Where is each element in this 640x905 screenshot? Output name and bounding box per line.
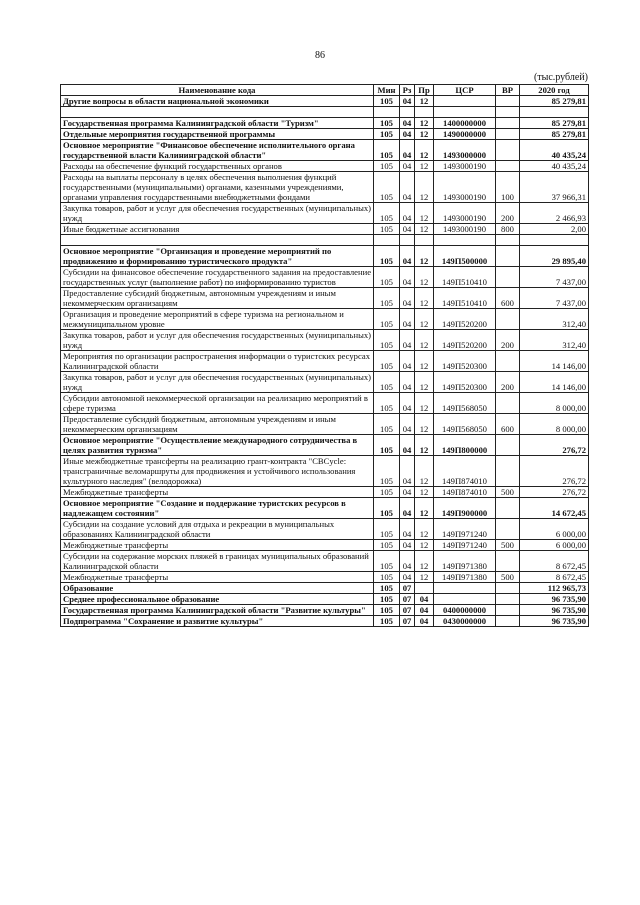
cell-vr [496, 498, 520, 519]
cell-rz: 04 [400, 551, 415, 572]
cell-amount: 40 435,24 [520, 140, 589, 161]
cell-pr: 12 [415, 540, 434, 551]
header-rz: Рз [400, 85, 415, 96]
cell-name: Мероприятия по организации распространения информации о туристских ресурсах Калининградской области [61, 351, 374, 372]
cell-rz: 04 [400, 330, 415, 351]
cell-rz: 04 [400, 572, 415, 583]
cell-vr: 600 [496, 414, 520, 435]
cell-amount: 40 435,24 [520, 161, 589, 172]
cell-name: Среднее профессиональное образование [61, 594, 374, 605]
cell-amount: 7 437,00 [520, 267, 589, 288]
cell-rz: 04 [400, 224, 415, 235]
budget-table [60, 84, 589, 627]
cell-amount: 85 279,81 [520, 118, 589, 129]
cell-vr [496, 435, 520, 456]
table-row [61, 351, 589, 372]
table-row [61, 129, 589, 140]
cell-pr [415, 583, 434, 594]
cell-csr [434, 594, 496, 605]
cell-min: 105 [374, 246, 400, 267]
cell-vr [496, 107, 520, 118]
table-row [61, 498, 589, 519]
table-row [61, 267, 589, 288]
cell-rz: 04 [400, 118, 415, 129]
cell-rz: 04 [400, 540, 415, 551]
cell-csr: 149П520200 [434, 330, 496, 351]
cell-min: 105 [374, 616, 400, 627]
cell-min: 105 [374, 435, 400, 456]
cell-amount: 85 279,81 [520, 129, 589, 140]
cell-rz: 07 [400, 583, 415, 594]
cell-amount: 96 735,90 [520, 605, 589, 616]
cell-csr [434, 96, 496, 107]
table-row [61, 487, 589, 498]
cell-vr [496, 309, 520, 330]
cell-csr: 149П520300 [434, 351, 496, 372]
table-row [61, 172, 589, 203]
cell-csr: 149П520300 [434, 372, 496, 393]
cell-pr: 12 [415, 551, 434, 572]
cell-vr [496, 161, 520, 172]
cell-rz: 04 [400, 172, 415, 203]
cell-rz: 04 [400, 456, 415, 487]
cell-name: Межбюджетные трансферты [61, 540, 374, 551]
cell-rz: 04 [400, 519, 415, 540]
table-row [61, 372, 589, 393]
cell-vr: 500 [496, 487, 520, 498]
cell-vr [496, 456, 520, 487]
cell-pr: 12 [415, 161, 434, 172]
cell-vr [496, 393, 520, 414]
cell-amount: 2,00 [520, 224, 589, 235]
cell-csr: 149П971380 [434, 551, 496, 572]
cell-csr: 149П971240 [434, 519, 496, 540]
table-row [61, 140, 589, 161]
cell-min [374, 107, 400, 118]
cell-pr: 12 [415, 288, 434, 309]
cell-name: Подпрограмма "Сохранение и развитие культуры" [61, 616, 374, 627]
table-row [61, 414, 589, 435]
cell-amount: 6 000,00 [520, 519, 589, 540]
cell-vr [496, 551, 520, 572]
cell-csr: 1493000190 [434, 224, 496, 235]
cell-amount: 312,40 [520, 330, 589, 351]
table-row [61, 519, 589, 540]
cell-rz: 04 [400, 435, 415, 456]
cell-amount: 312,40 [520, 309, 589, 330]
cell-amount: 29 895,40 [520, 246, 589, 267]
cell-vr [496, 140, 520, 161]
cell-vr [496, 594, 520, 605]
cell-pr: 12 [415, 519, 434, 540]
cell-name: Государственная программа Калининградской области "Туризм" [61, 118, 374, 129]
cell-name: Субсидии на финансовое обеспечение государственного задания на предоставление государственных услуг (выполнение работ) по информированию туристов [61, 267, 374, 288]
cell-pr: 12 [415, 96, 434, 107]
cell-pr [415, 235, 434, 246]
cell-csr: 149П568050 [434, 393, 496, 414]
cell-min: 105 [374, 309, 400, 330]
cell-name: Субсидии на содержание морских пляжей в границах муниципальных образований Калининградской области [61, 551, 374, 572]
cell-min: 105 [374, 583, 400, 594]
table-row [61, 572, 589, 583]
cell-name: Основное мероприятие "Финансовое обеспечение исполнительного органа государственной власти Калининградской области" [61, 140, 374, 161]
cell-pr: 12 [415, 435, 434, 456]
cell-pr: 12 [415, 140, 434, 161]
cell-rz: 04 [400, 267, 415, 288]
cell-amount: 276,72 [520, 456, 589, 487]
cell-name: Образование [61, 583, 374, 594]
cell-amount: 112 965,73 [520, 583, 589, 594]
cell-pr: 12 [415, 498, 434, 519]
table-row [61, 161, 589, 172]
spacer-row [61, 235, 589, 246]
cell-amount: 7 437,00 [520, 288, 589, 309]
cell-name: Расходы на выплаты персоналу в целях обеспечения выполнения функций государственными (муниципальными) органами, казенными учреждениями, органами управления государственными внебюджетными фондами [61, 172, 374, 203]
cell-name [61, 107, 374, 118]
table-row [61, 224, 589, 235]
table-row [61, 203, 589, 224]
cell-pr: 12 [415, 330, 434, 351]
header-vr: ВР [496, 85, 520, 96]
cell-vr [496, 605, 520, 616]
cell-csr: 149П510410 [434, 267, 496, 288]
table-row [61, 594, 589, 605]
cell-vr: 100 [496, 172, 520, 203]
cell-name: Государственная программа Калининградской области "Развитие культуры" [61, 605, 374, 616]
cell-rz: 04 [400, 161, 415, 172]
cell-amount: 96 735,90 [520, 616, 589, 627]
cell-pr: 12 [415, 267, 434, 288]
cell-vr: 500 [496, 572, 520, 583]
cell-csr: 149П510410 [434, 288, 496, 309]
cell-vr [496, 267, 520, 288]
cell-pr: 04 [415, 616, 434, 627]
cell-vr: 600 [496, 288, 520, 309]
table-header [61, 85, 589, 96]
cell-vr [496, 616, 520, 627]
cell-rz: 04 [400, 487, 415, 498]
cell-name [61, 235, 374, 246]
cell-name: Основное мероприятие "Осуществление международного сотрудничества в целях развития туризма" [61, 435, 374, 456]
cell-pr: 12 [415, 456, 434, 487]
cell-min: 105 [374, 456, 400, 487]
cell-csr: 149П971240 [434, 540, 496, 551]
cell-name: Иные межбюджетные трансферты на реализацию грант-контракта "CBCycle: трансграничные веломаршруты для продвижения и устойчивого использования культурного наследия" (велодорожка) [61, 456, 374, 487]
cell-name: Иные бюджетные ассигнования [61, 224, 374, 235]
cell-vr: 200 [496, 203, 520, 224]
cell-pr: 12 [415, 203, 434, 224]
cell-vr: 500 [496, 540, 520, 551]
cell-min: 105 [374, 203, 400, 224]
cell-name: Закупка товаров, работ и услуг для обеспечения государственных (муниципальных) нужд [61, 372, 374, 393]
cell-min: 105 [374, 498, 400, 519]
cell-pr: 12 [415, 393, 434, 414]
cell-pr: 12 [415, 487, 434, 498]
cell-name: Закупка товаров, работ и услуг для обеспечения государственных (муниципальных) нужд [61, 330, 374, 351]
cell-vr [496, 583, 520, 594]
cell-min: 105 [374, 224, 400, 235]
units-label: (тыс.рублей) [533, 72, 588, 83]
cell-vr [496, 519, 520, 540]
cell-name: Субсидии на создание условий для отдыха и рекреации в муниципальных образованиях Калининградской области [61, 519, 374, 540]
cell-min: 105 [374, 267, 400, 288]
cell-min: 105 [374, 414, 400, 435]
cell-min: 105 [374, 393, 400, 414]
cell-rz: 04 [400, 498, 415, 519]
cell-amount: 6 000,00 [520, 540, 589, 551]
cell-min: 105 [374, 129, 400, 140]
table-row [61, 288, 589, 309]
spacer-row [61, 107, 589, 118]
cell-pr: 12 [415, 129, 434, 140]
cell-min: 105 [374, 140, 400, 161]
cell-min: 105 [374, 519, 400, 540]
cell-min: 105 [374, 161, 400, 172]
cell-pr: 12 [415, 246, 434, 267]
cell-pr: 12 [415, 118, 434, 129]
cell-amount: 96 735,90 [520, 594, 589, 605]
cell-csr: 149П900000 [434, 498, 496, 519]
cell-amount: 276,72 [520, 487, 589, 498]
cell-name: Закупка товаров, работ и услуг для обеспечения государственных (муниципальных) нужд [61, 203, 374, 224]
cell-pr [415, 107, 434, 118]
cell-min: 105 [374, 487, 400, 498]
cell-rz: 04 [400, 414, 415, 435]
cell-rz: 04 [400, 351, 415, 372]
table-row [61, 456, 589, 487]
cell-csr [434, 107, 496, 118]
cell-rz: 04 [400, 96, 415, 107]
cell-csr: 1400000000 [434, 118, 496, 129]
table-row [61, 330, 589, 351]
table-row [61, 118, 589, 129]
cell-min: 105 [374, 594, 400, 605]
cell-min: 105 [374, 572, 400, 583]
table-row [61, 583, 589, 594]
cell-min: 105 [374, 172, 400, 203]
table-row [61, 309, 589, 330]
cell-rz: 07 [400, 594, 415, 605]
header-csr: ЦСР [434, 85, 496, 96]
cell-rz [400, 107, 415, 118]
cell-csr: 149П971380 [434, 572, 496, 583]
cell-min [374, 235, 400, 246]
header-amount: 2020 год [520, 85, 589, 96]
cell-vr: 200 [496, 372, 520, 393]
cell-name: Межбюджетные трансферты [61, 572, 374, 583]
table-row [61, 246, 589, 267]
cell-amount: 276,72 [520, 435, 589, 456]
cell-rz: 04 [400, 140, 415, 161]
cell-min: 105 [374, 540, 400, 551]
cell-rz: 04 [400, 372, 415, 393]
cell-rz: 04 [400, 246, 415, 267]
cell-pr: 12 [415, 372, 434, 393]
cell-rz: 04 [400, 393, 415, 414]
table-row [61, 551, 589, 572]
cell-pr: 12 [415, 172, 434, 203]
cell-name: Основное мероприятие "Создание и поддержание туристских ресурсов в надлежащем состоянии" [61, 498, 374, 519]
cell-amount: 8 000,00 [520, 414, 589, 435]
cell-pr: 12 [415, 224, 434, 235]
cell-csr: 149П874010 [434, 456, 496, 487]
cell-vr [496, 246, 520, 267]
cell-amount [520, 107, 589, 118]
cell-amount: 14 146,00 [520, 372, 589, 393]
cell-csr: 149П500000 [434, 246, 496, 267]
table-row [61, 540, 589, 551]
cell-csr: 149П800000 [434, 435, 496, 456]
cell-name: Организация и проведение мероприятий в сфере туризма на региональном и межмуниципальном уровне [61, 309, 374, 330]
cell-amount: 8 000,00 [520, 393, 589, 414]
table-row [61, 96, 589, 107]
cell-csr: 149П520200 [434, 309, 496, 330]
table-body [61, 96, 589, 627]
cell-min: 105 [374, 288, 400, 309]
cell-amount: 14 672,45 [520, 498, 589, 519]
cell-min: 105 [374, 118, 400, 129]
cell-vr [496, 129, 520, 140]
cell-pr: 04 [415, 594, 434, 605]
cell-pr: 12 [415, 572, 434, 583]
cell-rz: 04 [400, 288, 415, 309]
table-row [61, 393, 589, 414]
header-pr: Пр [415, 85, 434, 96]
cell-csr [434, 235, 496, 246]
cell-name: Межбюджетные трансферты [61, 487, 374, 498]
cell-pr: 12 [415, 309, 434, 330]
cell-pr: 04 [415, 605, 434, 616]
cell-csr: 149П874010 [434, 487, 496, 498]
cell-pr: 12 [415, 351, 434, 372]
cell-name: Предоставление субсидий бюджетным, автономным учреждениям и иным некоммерческим организациям [61, 288, 374, 309]
cell-rz [400, 235, 415, 246]
cell-name: Основное мероприятие "Организация и проведение мероприятий по продвижению и формированию туристического продукта" [61, 246, 374, 267]
table-row [61, 605, 589, 616]
cell-amount: 37 966,31 [520, 172, 589, 203]
cell-rz: 07 [400, 605, 415, 616]
table-row [61, 616, 589, 627]
header-name: Наименование кода [61, 85, 374, 96]
cell-csr: 1493000190 [434, 161, 496, 172]
cell-amount: 85 279,81 [520, 96, 589, 107]
cell-vr: 200 [496, 330, 520, 351]
cell-csr: 0400000000 [434, 605, 496, 616]
cell-min: 105 [374, 96, 400, 107]
cell-min: 105 [374, 330, 400, 351]
cell-min: 105 [374, 605, 400, 616]
cell-vr [496, 235, 520, 246]
cell-rz: 04 [400, 309, 415, 330]
cell-vr [496, 118, 520, 129]
cell-amount: 8 672,45 [520, 551, 589, 572]
cell-amount: 2 466,93 [520, 203, 589, 224]
cell-csr [434, 583, 496, 594]
page-number: 86 [315, 50, 325, 61]
header-min: Мин [374, 85, 400, 96]
cell-amount [520, 235, 589, 246]
cell-amount: 14 146,00 [520, 351, 589, 372]
cell-name: Расходы на обеспечение функций государственных органов [61, 161, 374, 172]
cell-csr: 1493000190 [434, 203, 496, 224]
cell-csr: 149П568050 [434, 414, 496, 435]
cell-amount: 8 672,45 [520, 572, 589, 583]
cell-rz: 04 [400, 129, 415, 140]
cell-name: Отдельные мероприятия государственной программы [61, 129, 374, 140]
cell-min: 105 [374, 551, 400, 572]
cell-csr: 1493000000 [434, 140, 496, 161]
cell-vr: 800 [496, 224, 520, 235]
cell-rz: 07 [400, 616, 415, 627]
cell-name: Субсидии автономной некоммерческой организации на реализацию мероприятий в сфере туризма [61, 393, 374, 414]
cell-csr: 1493000190 [434, 172, 496, 203]
cell-name: Другие вопросы в области национальной экономики [61, 96, 374, 107]
cell-csr: 0430000000 [434, 616, 496, 627]
cell-csr: 1490000000 [434, 129, 496, 140]
cell-min: 105 [374, 351, 400, 372]
cell-vr [496, 96, 520, 107]
cell-pr: 12 [415, 414, 434, 435]
table-row [61, 435, 589, 456]
cell-rz: 04 [400, 203, 415, 224]
cell-min: 105 [374, 372, 400, 393]
cell-vr [496, 351, 520, 372]
cell-name: Предоставление субсидий бюджетным, автономным учреждениям и иным некоммерческим организациям [61, 414, 374, 435]
